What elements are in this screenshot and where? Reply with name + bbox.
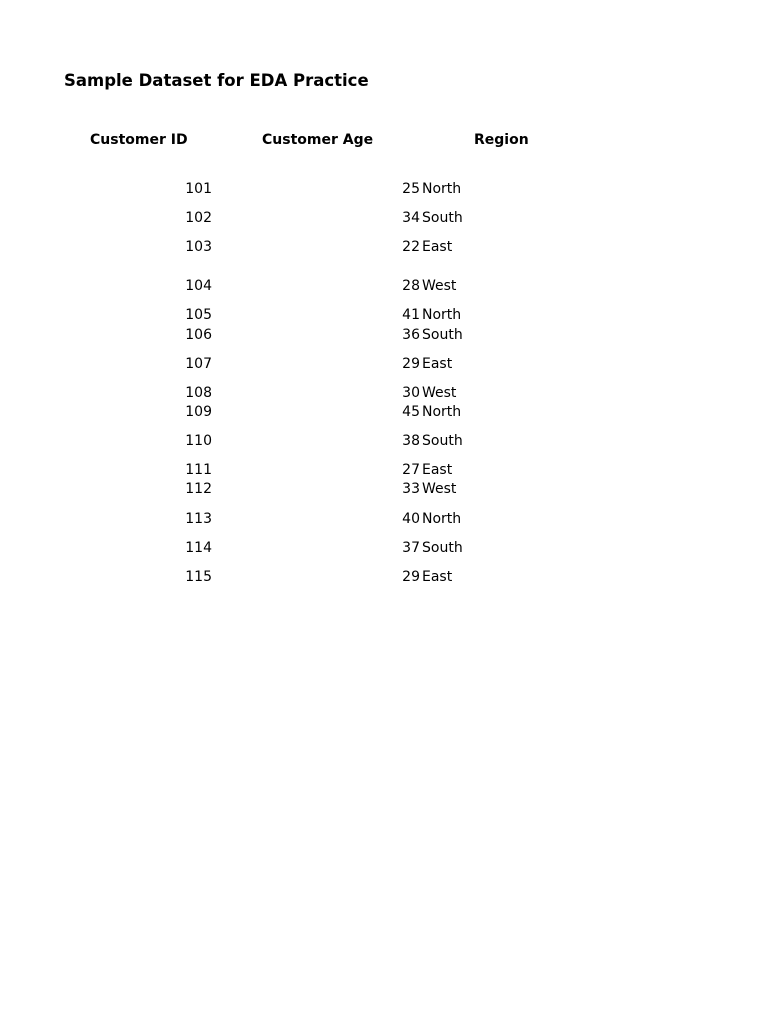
region-cell: South bbox=[422, 210, 463, 226]
customer-age-cell: 29 bbox=[402, 356, 420, 372]
customer-age-cell: 29 bbox=[402, 569, 420, 585]
region-cell: North bbox=[422, 307, 462, 323]
customer-id-cell: 115 bbox=[185, 569, 212, 585]
customer-age-cell: 33 bbox=[402, 481, 420, 497]
region-cell: West bbox=[422, 385, 457, 401]
customer-id-cell: 104 bbox=[185, 278, 212, 294]
customer-id-cell: 112 bbox=[185, 481, 212, 497]
customer-id-cell: 107 bbox=[185, 356, 212, 372]
customer-id-cell: 109 bbox=[185, 404, 212, 420]
customer-age-cell: 25 bbox=[402, 181, 420, 197]
customer-id-cell: 113 bbox=[185, 511, 212, 527]
table-row bbox=[0, 355, 768, 373]
column-header-region: Region bbox=[474, 132, 529, 148]
customer-id-cell: 102 bbox=[185, 210, 212, 226]
table-row bbox=[0, 180, 768, 198]
customer-age-cell: 37 bbox=[402, 540, 420, 556]
customer-age-cell: 30 bbox=[402, 385, 420, 401]
region-cell: East bbox=[422, 239, 453, 255]
table-row bbox=[0, 209, 768, 227]
customer-id-cell: 101 bbox=[185, 181, 212, 197]
region-cell: North bbox=[422, 511, 462, 527]
customer-age-cell: 40 bbox=[402, 511, 420, 527]
region-cell: East bbox=[422, 569, 453, 585]
table-row bbox=[0, 510, 768, 528]
customer-age-cell: 45 bbox=[402, 404, 420, 420]
table-row bbox=[0, 568, 768, 586]
customer-id-cell: 110 bbox=[185, 433, 212, 449]
region-cell: South bbox=[422, 327, 463, 343]
region-cell: North bbox=[422, 181, 462, 197]
table-row bbox=[0, 238, 768, 256]
region-cell: East bbox=[422, 356, 453, 372]
column-header-customer-age: Customer Age bbox=[262, 132, 374, 148]
table-row bbox=[0, 277, 768, 295]
region-cell: East bbox=[422, 462, 453, 478]
customer-age-cell: 41 bbox=[402, 307, 420, 323]
region-cell: South bbox=[422, 540, 463, 556]
customer-id-cell: 108 bbox=[185, 385, 212, 401]
customer-age-cell: 27 bbox=[402, 462, 420, 478]
customer-id-cell: 111 bbox=[185, 462, 212, 478]
customer-id-cell: 105 bbox=[185, 307, 212, 323]
column-header-customer-id: Customer ID bbox=[90, 132, 188, 148]
customer-age-cell: 22 bbox=[402, 239, 420, 255]
table-row bbox=[0, 403, 768, 421]
customer-age-cell: 38 bbox=[402, 433, 420, 449]
region-cell: West bbox=[422, 278, 457, 294]
table-row bbox=[0, 384, 768, 402]
customer-age-cell: 36 bbox=[402, 327, 420, 343]
table-row bbox=[0, 432, 768, 450]
table-row bbox=[0, 306, 768, 324]
region-cell: South bbox=[422, 433, 463, 449]
customer-id-cell: 114 bbox=[185, 540, 212, 556]
table-row bbox=[0, 539, 768, 557]
region-cell: North bbox=[422, 404, 462, 420]
region-cell: West bbox=[422, 481, 457, 497]
customer-id-cell: 103 bbox=[185, 239, 212, 255]
customer-age-cell: 28 bbox=[402, 278, 420, 294]
table-row bbox=[0, 461, 768, 479]
page-title: Sample Dataset for EDA Practice bbox=[64, 71, 369, 90]
customer-id-cell: 106 bbox=[185, 327, 212, 343]
table-row bbox=[0, 326, 768, 344]
table-row bbox=[0, 480, 768, 498]
customer-age-cell: 34 bbox=[402, 210, 420, 226]
